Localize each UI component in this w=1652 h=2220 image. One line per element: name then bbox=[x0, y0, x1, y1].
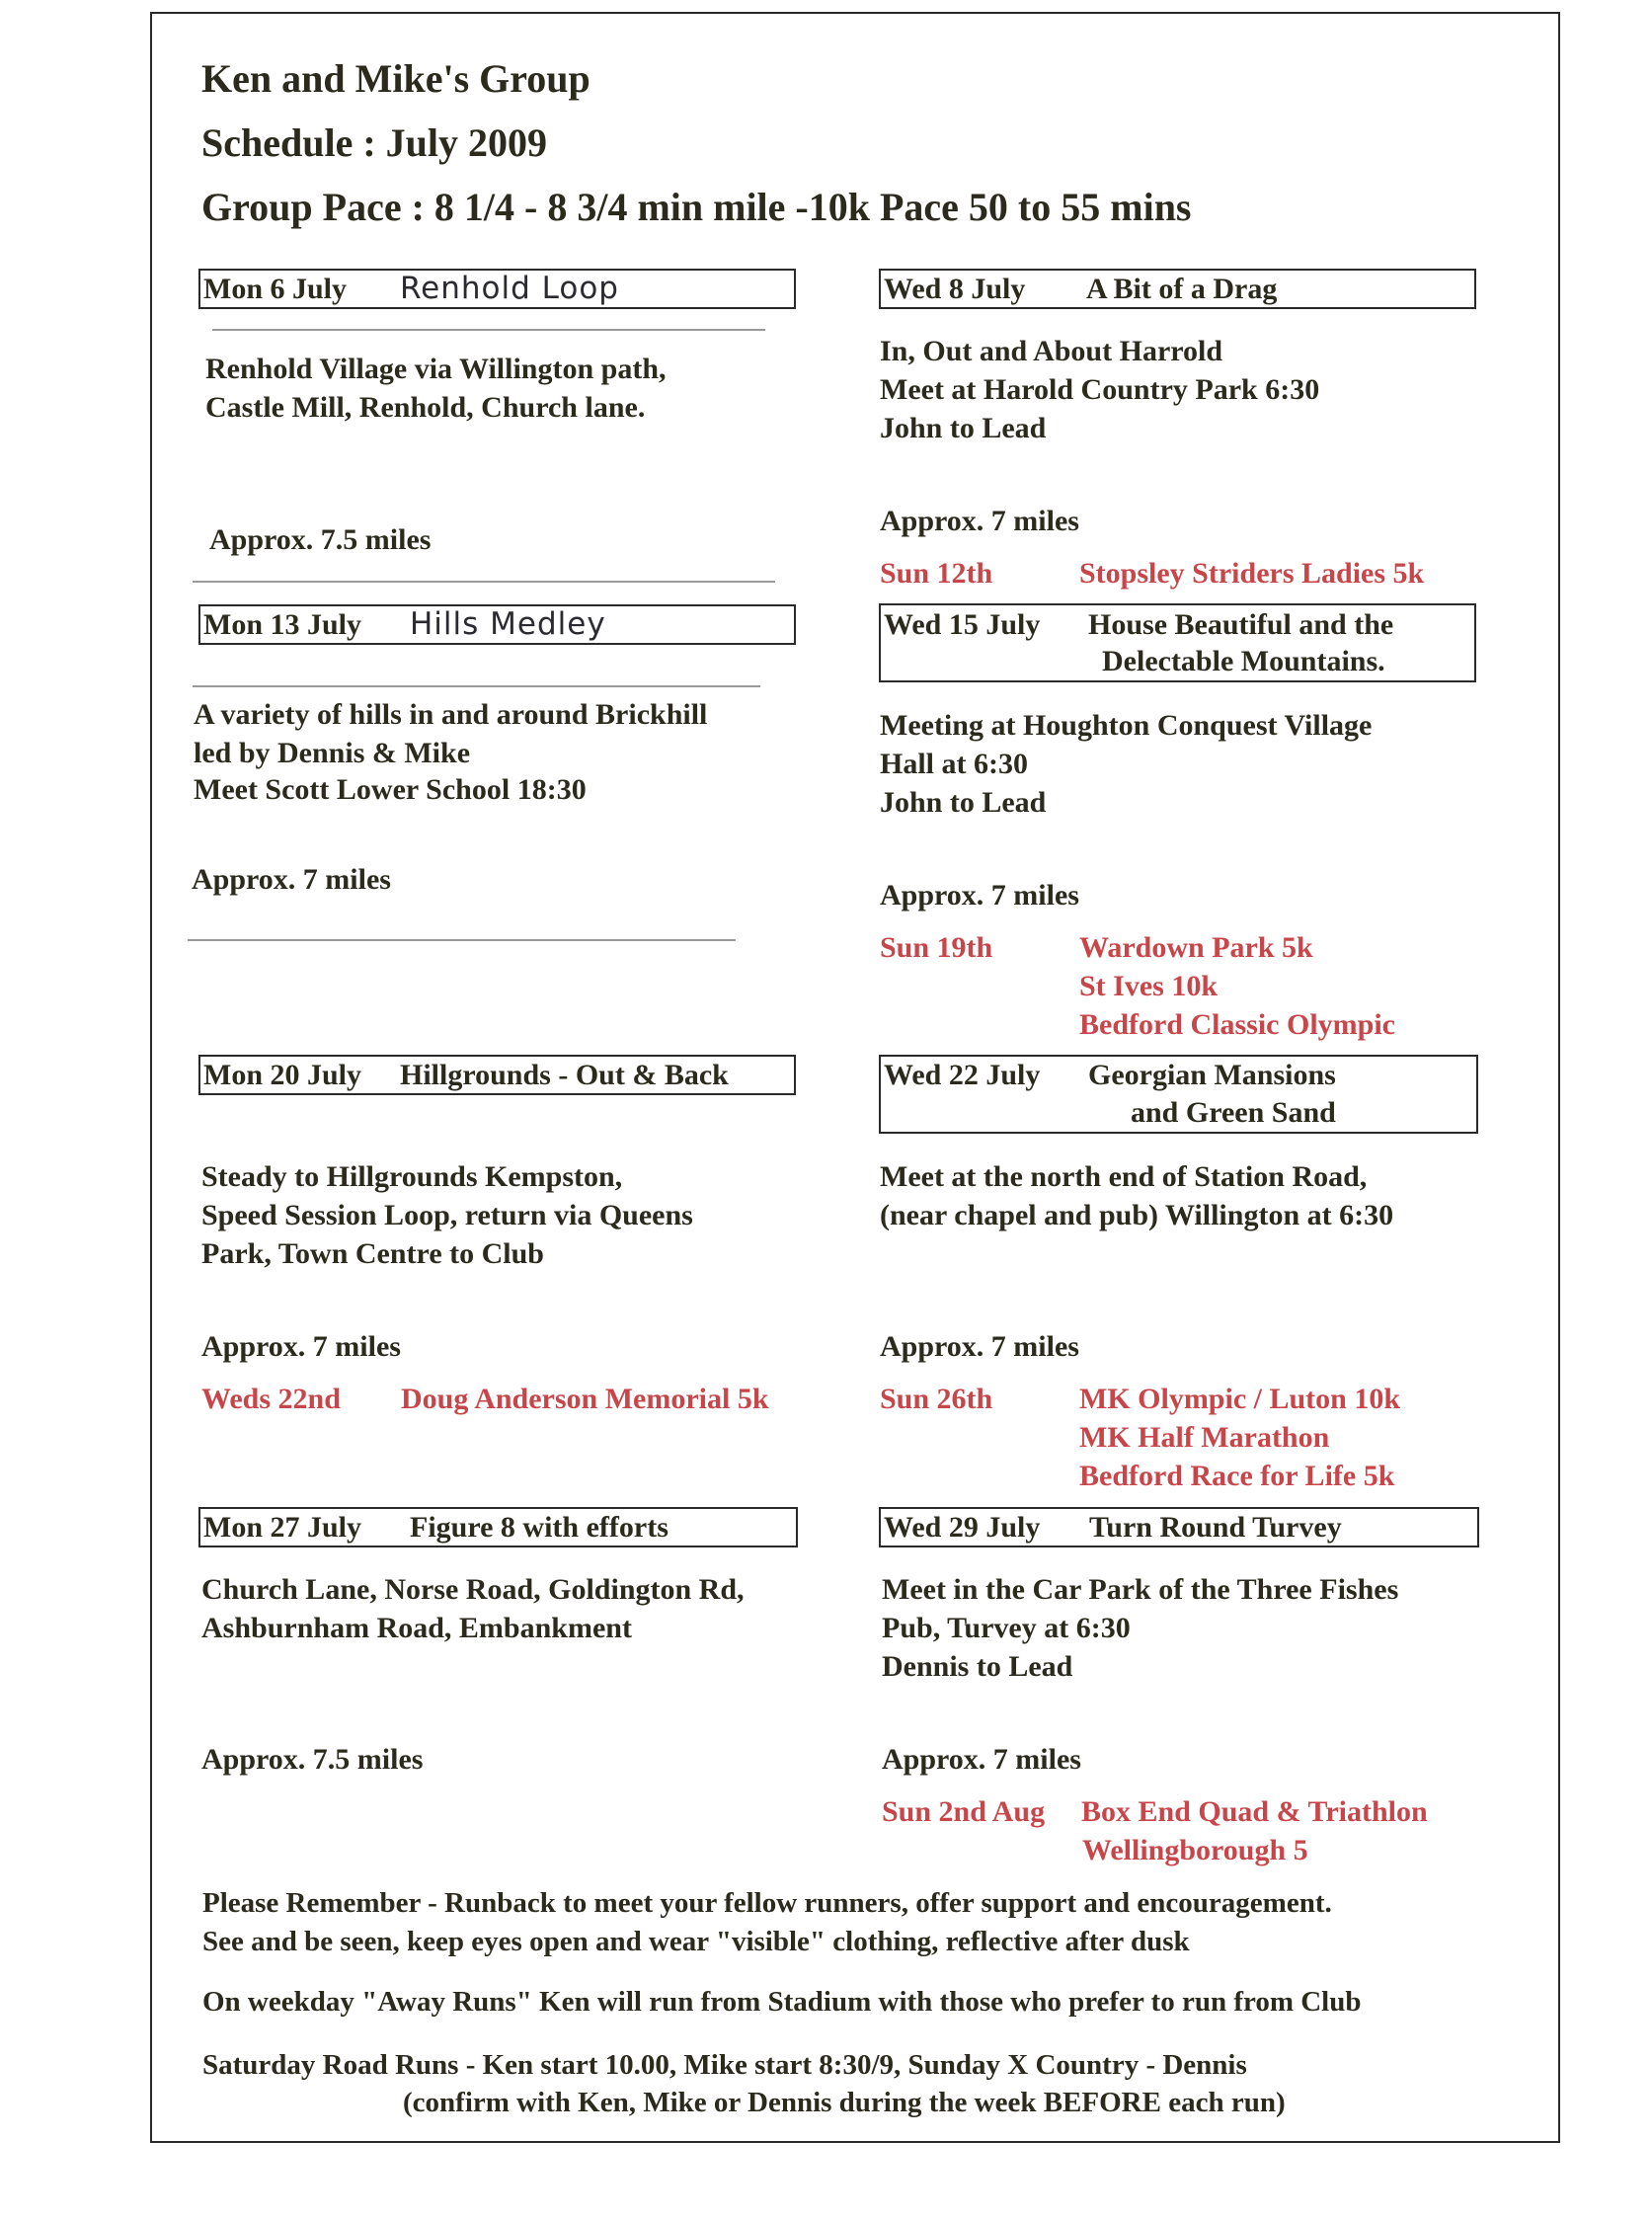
run-title-line: Delectable Mountains. bbox=[1102, 645, 1385, 677]
race-event: Wellingborough 5 bbox=[1082, 1834, 1308, 1866]
race-date: Sun 12th bbox=[880, 557, 993, 590]
run-title: A Bit of a Drag bbox=[1086, 273, 1278, 305]
run-description-line: Meet Scott Lower School 18:30 bbox=[194, 773, 587, 806]
race-date: Sun 19th bbox=[880, 931, 993, 964]
run-distance: Approx. 7 miles bbox=[192, 863, 391, 896]
race-event: Doug Anderson Memorial 5k bbox=[401, 1383, 769, 1415]
run-distance: Approx. 7 miles bbox=[880, 879, 1079, 912]
run-date: Mon 20 July bbox=[203, 1059, 362, 1091]
run-date: Mon 13 July bbox=[203, 608, 362, 641]
race-event: MK Olympic / Luton 10k bbox=[1079, 1383, 1401, 1415]
note-remember-line: See and be seen, keep eyes open and wear "visible" clothing, reflective after dusk bbox=[202, 1926, 1190, 1957]
pen-line bbox=[193, 581, 775, 583]
run-description-line: (near chapel and pub) Willington at 6:30 bbox=[880, 1199, 1394, 1231]
pen-line bbox=[188, 939, 736, 941]
pen-line bbox=[193, 685, 760, 687]
run-description-line: Church Lane, Norse Road, Goldington Rd, bbox=[201, 1573, 745, 1606]
run-distance: Approx. 7.5 miles bbox=[209, 523, 432, 556]
run-description-line: Castle Mill, Renhold, Church lane. bbox=[205, 391, 646, 424]
race-event: MK Half Marathon bbox=[1079, 1421, 1330, 1454]
race-date: Weds 22nd bbox=[201, 1383, 341, 1415]
run-title-line: and Green Sand bbox=[1131, 1096, 1336, 1129]
run-description-line: Meet in the Car Park of the Three Fishes bbox=[882, 1573, 1399, 1606]
run-description-line: Park, Town Centre to Club bbox=[201, 1237, 544, 1270]
note-saturday-runs: Saturday Road Runs - Ken start 10.00, Mike start 8:30/9, Sunday X Country - Dennis bbox=[202, 2049, 1247, 2081]
race-event: Wardown Park 5k bbox=[1079, 931, 1313, 964]
run-distance: Approx. 7.5 miles bbox=[201, 1743, 424, 1776]
run-distance: Approx. 7 miles bbox=[880, 1330, 1079, 1363]
run-description-line: In, Out and About Harrold bbox=[880, 335, 1223, 367]
run-description-line: Hall at 6:30 bbox=[880, 748, 1028, 780]
run-title-line: Georgian Mansions bbox=[1088, 1059, 1336, 1091]
run-title-handwritten: Renhold Loop bbox=[400, 271, 619, 306]
run-title-handwritten: Hills Medley bbox=[410, 606, 606, 642]
run-description-line: Meeting at Houghton Conquest Village bbox=[880, 709, 1373, 742]
race-event: Stopsley Striders Ladies 5k bbox=[1079, 557, 1425, 590]
run-distance: Approx. 7 miles bbox=[882, 1743, 1081, 1776]
race-event: Box End Quad & Triathlon bbox=[1081, 1795, 1428, 1828]
run-title: Hillgrounds - Out & Back bbox=[400, 1059, 729, 1091]
run-description-line: Steady to Hillgrounds Kempston, bbox=[201, 1160, 623, 1193]
run-date: Wed 8 July bbox=[884, 273, 1026, 305]
race-date: Sun 26th bbox=[880, 1383, 993, 1415]
group-title: Ken and Mike's Group bbox=[201, 56, 590, 101]
race-date: Sun 2nd Aug bbox=[882, 1795, 1046, 1828]
race-event: Bedford Classic Olympic bbox=[1079, 1008, 1395, 1041]
run-title: Figure 8 with efforts bbox=[410, 1511, 669, 1544]
group-pace: Group Pace : 8 1/4 - 8 3/4 min mile -10k Pace 50 to 55 mins bbox=[201, 185, 1192, 229]
run-description-line: Speed Session Loop, return via Queens bbox=[201, 1199, 693, 1231]
run-description-line: A variety of hills in and around Brickhill bbox=[194, 698, 708, 731]
run-description-line: led by Dennis & Mike bbox=[194, 737, 471, 769]
run-description-line: Pub, Turvey at 6:30 bbox=[882, 1612, 1131, 1644]
race-event: Bedford Race for Life 5k bbox=[1079, 1460, 1395, 1492]
note-away-runs: On weekday "Away Runs" Ken will run from Stadium with those who prefer to run from Club bbox=[202, 1986, 1362, 2018]
run-title: Turn Round Turvey bbox=[1089, 1511, 1342, 1544]
run-description-line: Meet at Harold Country Park 6:30 bbox=[880, 373, 1320, 406]
run-title-line: House Beautiful and the bbox=[1088, 608, 1394, 641]
run-description-line: Dennis to Lead bbox=[882, 1650, 1073, 1683]
note-confirm: (confirm with Ken, Mike or Dennis during the week BEFORE each run) bbox=[403, 2087, 1286, 2118]
run-description-line: Ashburnham Road, Embankment bbox=[201, 1612, 632, 1644]
race-event: St Ives 10k bbox=[1079, 970, 1219, 1002]
pen-line bbox=[212, 329, 765, 331]
run-description-line: Renhold Village via Willington path, bbox=[205, 353, 667, 385]
run-description-line: Meet at the north end of Station Road, bbox=[880, 1160, 1368, 1193]
schedule-title: Schedule : July 2009 bbox=[201, 120, 548, 165]
run-date: Wed 29 July bbox=[884, 1511, 1041, 1544]
run-date: Mon 6 July bbox=[203, 273, 348, 305]
run-date: Wed 22 July bbox=[884, 1059, 1041, 1091]
run-distance: Approx. 7 miles bbox=[880, 505, 1079, 537]
run-description-line: John to Lead bbox=[880, 412, 1047, 444]
note-remember-line: Please Remember - Runback to meet your fellow runners, offer support and encouragement. bbox=[202, 1887, 1332, 1919]
run-distance: Approx. 7 miles bbox=[201, 1330, 401, 1363]
run-date: Mon 27 July bbox=[203, 1511, 362, 1544]
run-date: Wed 15 July bbox=[884, 608, 1041, 641]
run-description-line: John to Lead bbox=[880, 786, 1047, 819]
